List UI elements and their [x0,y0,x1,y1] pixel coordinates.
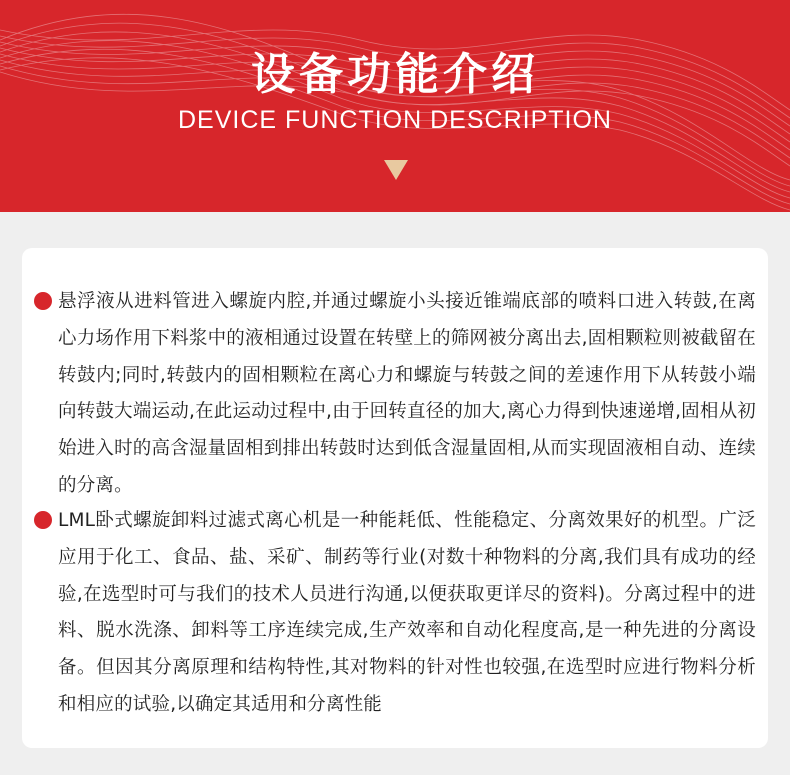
page-title: 设备功能介绍 [251,49,539,100]
description-paragraph-1 [46,284,756,505]
paragraph-text: 悬浮液从进料管进入螺旋内腔,并通过螺旋小头接近锥端底部的喷料口进入转鼓,在离心力场作用下料浆中的液相通过设置在转壁上的筛网被分离出去,固相颗粒则被截留在转鼓内;同时,转鼓内的固相颗粒在离心力和螺旋与转鼓之间的差速作用下从转鼓小端向转鼓大端运动,在此运动过程中,由于回转直径的加大,离心力得到快速递增,固相从初始进入时的高含湿量固相到排出转鼓时达到低含湿量固相,从而实现固液相自动、连续的分离。 [58,291,756,496]
bullet-icon [34,511,52,529]
down-triangle-icon [384,160,408,180]
description-paragraph-2 [46,503,756,724]
bullet-icon [34,292,52,310]
page-subtitle: DEVICE FUNCTION DESCRIPTION [178,106,612,134]
header-banner [0,0,790,212]
paragraph-text: LML卧式螺旋卸料过滤式离心机是一种能耗低、性能稳定、分离效果好的机型。广泛应用于化工、食品、盐、采矿、制药等行业(对数十种物料的分离,我们具有成功的经验,在选型时可与我们的技术人员进行沟通,以便获取更详尽的资料)。分离过程中的进料、脱水洗涤、卸料等工序连续完成,生产效率和自动化程度高,是一种先进的分离设备。但因其分离原理和结构特性,其对物料的针对性也较强,在选型时应进行物料分析和相应的试验,以确定其适用和分离性能 [58,510,756,715]
